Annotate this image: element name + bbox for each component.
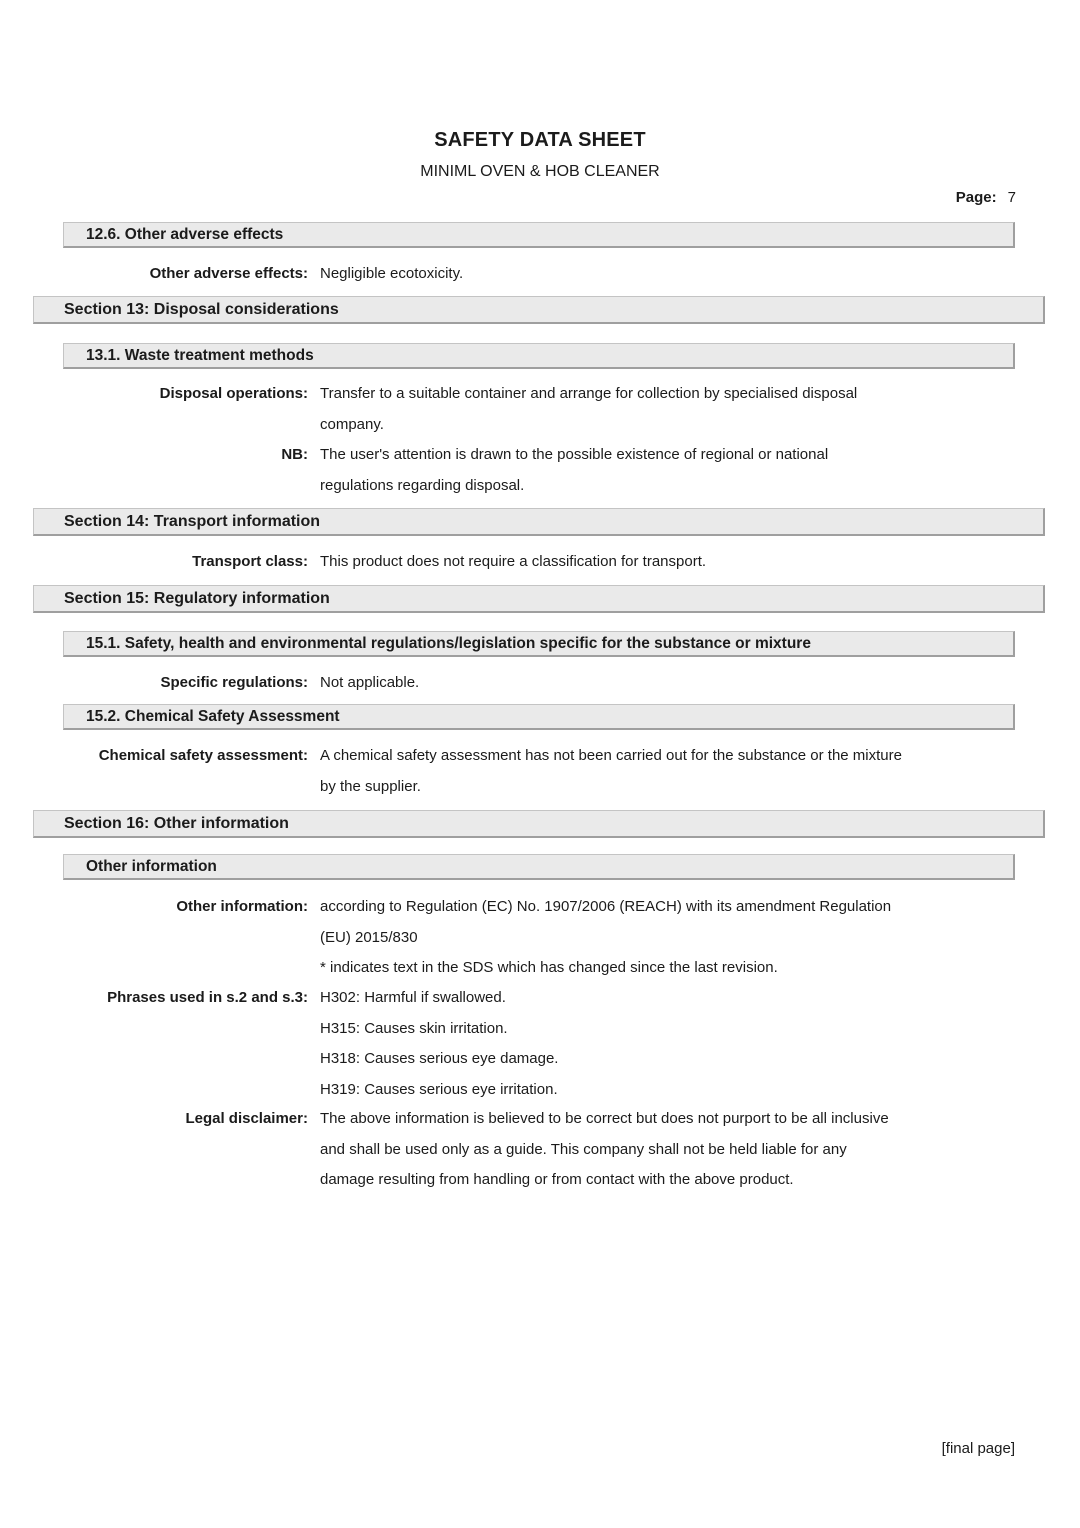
value-line: company.: [320, 415, 384, 433]
section-heading-label: Section 15: Regulatory information: [64, 589, 330, 607]
document-title: SAFETY DATA SHEET: [434, 129, 646, 151]
field-label: Other information:: [176, 898, 308, 915]
section-heading-16: [33, 810, 1045, 838]
field-label: Transport class:: [192, 553, 308, 570]
subsection-heading-label: Other information: [86, 857, 217, 875]
value-line: and shall be used only as a guide. This company shall not be held liable for any: [320, 1140, 847, 1158]
subsection-heading-12-6: [63, 222, 1015, 248]
product-name: MINIML OVEN & HOB CLEANER: [420, 163, 660, 180]
field-value: [320, 668, 1026, 699]
subsection-heading-label: 15.1. Safety, health and environmental regulations/legislation specific for the substance or mixture: [86, 634, 811, 652]
section-heading-label: Section 14: Transport information: [64, 512, 321, 530]
page-label: Page:: [955, 189, 997, 206]
subsection-heading-label: 12.6. Other adverse effects: [86, 225, 284, 243]
field-specific-regulations: [0, 668, 1080, 699]
value-line: by the supplier.: [320, 777, 421, 795]
value-line: The above information is believed to be correct but does not purport to be all inclusive: [320, 1110, 889, 1127]
field-label: Chemical safety assessment:: [98, 747, 308, 764]
field-other-adverse-effects: [0, 259, 1080, 290]
subsection-heading-15-1: [63, 631, 1015, 657]
section-heading-15: [33, 585, 1045, 613]
subsection-heading-other-information: [63, 854, 1015, 880]
field-label: Specific regulations:: [160, 674, 308, 691]
value-line: H318: Causes serious eye damage.: [320, 1050, 559, 1067]
value-line: (EU) 2015/830: [320, 928, 418, 946]
page-indicator: [956, 187, 1016, 209]
value-line: H302: Harmful if swallowed.: [320, 989, 506, 1006]
page-number: 7: [1007, 189, 1016, 206]
value-line: damage resulting from handling or from contact with the above product.: [320, 1171, 794, 1188]
field-other-information: [0, 892, 1080, 984]
field-value: [320, 1104, 1026, 1196]
final-page-note: [final page]: [941, 1440, 1015, 1457]
value-line: H319: Causes serious eye irritation.: [320, 1080, 558, 1098]
value-line: according to Regulation (EC) No. 1907/2006 (REACH) with its amendment Regulation: [320, 898, 892, 915]
section-heading-14: [33, 508, 1045, 536]
field-value: [320, 983, 1026, 1105]
field-value: [320, 440, 1026, 501]
value-line: Transfer to a suitable container and arrange for collection by specialised disposal: [320, 385, 858, 402]
field-label: Legal disclaimer:: [185, 1110, 308, 1127]
field-value: [320, 741, 1026, 802]
field-label: Phrases used in s.2 and s.3:: [107, 989, 308, 1006]
field-transport-class: [0, 547, 1080, 578]
subsection-heading-15-2: [63, 704, 1015, 730]
field-value: [320, 547, 1026, 578]
field-label: Other adverse effects:: [149, 265, 308, 282]
value-line: H315: Causes skin irritation.: [320, 1019, 508, 1037]
subsection-heading-13-1: [63, 343, 1015, 369]
field-chemical-safety-assessment: [0, 741, 1080, 802]
value-line: The user's attention is drawn to the possible existence of regional or national: [320, 446, 829, 463]
value-line: * indicates text in the SDS which has changed since the last revision.: [320, 959, 778, 976]
field-value: [320, 892, 1026, 984]
section-heading-label: Section 16: Other information: [64, 814, 289, 832]
field-disposal-operations: [0, 379, 1080, 440]
field-phrases: [0, 983, 1080, 1105]
section-heading-13: [33, 296, 1045, 324]
value-line: This product does not require a classification for transport.: [320, 553, 707, 570]
field-value: [320, 379, 1026, 440]
field-value: [320, 259, 1026, 290]
section-heading-label: Section 13: Disposal considerations: [64, 300, 339, 318]
value-line: A chemical safety assessment has not been carried out for the substance or the mixture: [320, 747, 902, 764]
subsection-heading-label: 13.1. Waste treatment methods: [86, 346, 314, 364]
field-label: NB:: [281, 446, 308, 463]
value-line: Not applicable.: [320, 674, 420, 691]
field-nb: [0, 440, 1080, 501]
subsection-heading-label: 15.2. Chemical Safety Assessment: [86, 707, 340, 725]
value-line: regulations regarding disposal.: [320, 476, 525, 494]
value-line: Negligible ecotoxicity.: [320, 265, 464, 282]
field-label: Disposal operations:: [159, 385, 308, 402]
field-legal-disclaimer: [0, 1104, 1080, 1196]
